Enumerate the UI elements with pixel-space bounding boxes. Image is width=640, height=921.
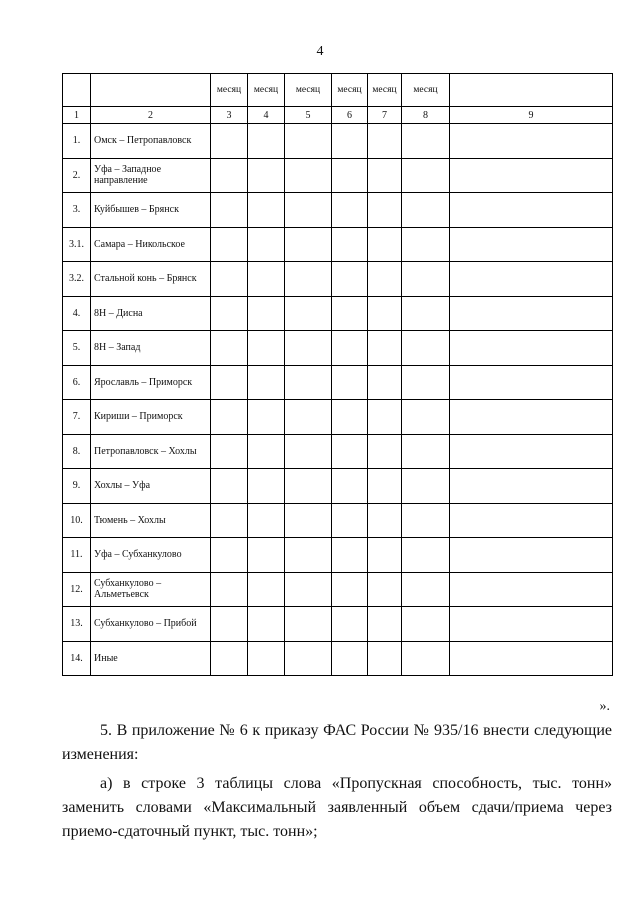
empty-cell (450, 641, 613, 676)
empty-cell (402, 434, 450, 469)
route-name: Ярославль – Приморск (91, 365, 211, 400)
empty-cell (285, 538, 332, 573)
empty-cell (248, 434, 285, 469)
empty-cell (211, 641, 248, 676)
empty-cell (402, 158, 450, 193)
empty-cell (211, 469, 248, 504)
empty-cell (402, 262, 450, 297)
route-rows (63, 124, 613, 676)
header-cell-empty (91, 74, 211, 107)
empty-cell (211, 227, 248, 262)
route-name: Субханкулово – Прибой (91, 607, 211, 642)
empty-cell (285, 296, 332, 331)
empty-cell (332, 607, 368, 642)
column-number: 8 (402, 107, 450, 124)
header-month-cell: месяц (285, 74, 332, 107)
table-row (63, 331, 613, 366)
empty-cell (402, 469, 450, 504)
empty-cell (450, 538, 613, 573)
empty-cell (368, 572, 402, 607)
empty-cell (285, 400, 332, 435)
empty-cell (211, 193, 248, 228)
empty-cell (368, 607, 402, 642)
route-name: Иные (91, 641, 211, 676)
empty-cell (402, 227, 450, 262)
empty-cell (368, 262, 402, 297)
empty-cell (248, 158, 285, 193)
empty-cell (402, 400, 450, 435)
empty-cell (332, 365, 368, 400)
empty-cell (332, 572, 368, 607)
routes-table (62, 73, 613, 676)
empty-cell (248, 469, 285, 504)
route-name: Тюмень – Хохлы (91, 503, 211, 538)
table-row (63, 572, 613, 607)
row-number: 9. (63, 469, 91, 504)
empty-cell (211, 331, 248, 366)
row-number: 11. (63, 538, 91, 573)
empty-cell (332, 641, 368, 676)
row-number: 3. (63, 193, 91, 228)
table-row (63, 538, 613, 573)
table-row (63, 262, 613, 297)
empty-cell (332, 193, 368, 228)
empty-cell (450, 124, 613, 159)
column-number: 7 (368, 107, 402, 124)
column-number: 5 (285, 107, 332, 124)
empty-cell (402, 503, 450, 538)
empty-cell (332, 400, 368, 435)
page-number: 4 (316, 44, 324, 59)
route-name: Кириши – Приморск (91, 400, 211, 435)
empty-cell (332, 227, 368, 262)
table-row (63, 607, 613, 642)
column-number: 4 (248, 107, 285, 124)
empty-cell (332, 469, 368, 504)
paragraph-5: 5. В приложение № 6 к приказу ФАС России № 935/16 внести следующие изменения: (62, 722, 612, 763)
empty-cell (285, 331, 332, 366)
empty-cell (211, 158, 248, 193)
route-name: 8Н – Запад (91, 331, 211, 366)
row-number: 1. (63, 124, 91, 159)
row-number: 3.2. (63, 262, 91, 297)
empty-cell (332, 434, 368, 469)
empty-cell (248, 538, 285, 573)
table-row (63, 158, 613, 193)
closing-quote: ». (599, 699, 610, 714)
header-row (63, 74, 613, 107)
empty-cell (450, 296, 613, 331)
empty-cell (285, 124, 332, 159)
empty-cell (332, 503, 368, 538)
route-name: Стальной конь – Брянск (91, 262, 211, 297)
route-name: Омск – Петропавловск (91, 124, 211, 159)
empty-cell (248, 607, 285, 642)
empty-cell (402, 193, 450, 228)
empty-cell (332, 331, 368, 366)
empty-cell (285, 227, 332, 262)
empty-cell (450, 331, 613, 366)
empty-cell (285, 193, 332, 228)
route-name: Уфа – Западное направление (91, 158, 211, 193)
row-number: 4. (63, 296, 91, 331)
empty-cell (285, 607, 332, 642)
empty-cell (211, 365, 248, 400)
empty-cell (248, 641, 285, 676)
row-number: 10. (63, 503, 91, 538)
row-number: 3.1. (63, 227, 91, 262)
column-number: 6 (332, 107, 368, 124)
empty-cell (248, 193, 285, 228)
empty-cell (368, 158, 402, 193)
empty-cell (211, 538, 248, 573)
row-number: 7. (63, 400, 91, 435)
empty-cell (332, 538, 368, 573)
table-row (63, 227, 613, 262)
empty-cell (368, 400, 402, 435)
row-number: 2. (63, 158, 91, 193)
empty-cell (285, 641, 332, 676)
empty-cell (211, 296, 248, 331)
empty-cell (211, 124, 248, 159)
empty-cell (402, 538, 450, 573)
empty-cell (450, 227, 613, 262)
table-row (63, 434, 613, 469)
empty-cell (368, 193, 402, 228)
empty-cell (332, 158, 368, 193)
empty-cell (368, 641, 402, 676)
table-row (63, 365, 613, 400)
header-cell-empty (63, 74, 91, 107)
empty-cell (450, 572, 613, 607)
empty-cell (211, 434, 248, 469)
empty-cell (285, 262, 332, 297)
route-name: Куйбышев – Брянск (91, 193, 211, 228)
column-number-row (63, 107, 613, 124)
empty-cell (285, 469, 332, 504)
header-month-cell: месяц (332, 74, 368, 107)
table-row (63, 296, 613, 331)
empty-cell (402, 331, 450, 366)
empty-cell (332, 124, 368, 159)
empty-cell (248, 331, 285, 366)
table-row (63, 469, 613, 504)
header-month-cell: месяц (248, 74, 285, 107)
empty-cell (368, 296, 402, 331)
empty-cell (332, 296, 368, 331)
empty-cell (211, 607, 248, 642)
empty-cell (332, 262, 368, 297)
row-number: 5. (63, 331, 91, 366)
header-month-cell: месяц (402, 74, 450, 107)
header-cell-empty (450, 74, 613, 107)
empty-cell (211, 572, 248, 607)
row-number: 12. (63, 572, 91, 607)
column-number: 1 (63, 107, 91, 124)
empty-cell (285, 158, 332, 193)
empty-cell (248, 124, 285, 159)
empty-cell (248, 227, 285, 262)
empty-cell (248, 262, 285, 297)
paragraph-a: а) в строке 3 таблицы слова «Пропускная способность, тыс. тонн» заменить словами «Максимальный заявленный объем сдачи/приема через приемо-сдаточный пункт, тыс. тонн»; (62, 775, 612, 840)
empty-cell (450, 158, 613, 193)
route-name: Самара – Никольское (91, 227, 211, 262)
table-row (63, 193, 613, 228)
empty-cell (368, 503, 402, 538)
row-number: 13. (63, 607, 91, 642)
empty-cell (248, 400, 285, 435)
empty-cell (450, 434, 613, 469)
empty-cell (368, 434, 402, 469)
row-number: 6. (63, 365, 91, 400)
empty-cell (285, 503, 332, 538)
table-row (63, 503, 613, 538)
empty-cell (402, 641, 450, 676)
route-name: 8Н – Дисна (91, 296, 211, 331)
empty-cell (450, 193, 613, 228)
empty-cell (368, 124, 402, 159)
column-number: 2 (91, 107, 211, 124)
empty-cell (450, 607, 613, 642)
empty-cell (368, 469, 402, 504)
empty-cell (248, 572, 285, 607)
empty-cell (450, 469, 613, 504)
empty-cell (402, 572, 450, 607)
empty-cell (402, 296, 450, 331)
empty-cell (285, 434, 332, 469)
empty-cell (450, 262, 613, 297)
empty-cell (402, 607, 450, 642)
table-row (63, 641, 613, 676)
row-number: 8. (63, 434, 91, 469)
empty-cell (450, 503, 613, 538)
route-name: Хохлы – Уфа (91, 469, 211, 504)
empty-cell (450, 400, 613, 435)
empty-cell (211, 503, 248, 538)
empty-cell (368, 538, 402, 573)
header-month-cell: месяц (211, 74, 248, 107)
column-number: 3 (211, 107, 248, 124)
header-month-cell: месяц (368, 74, 402, 107)
route-name: Субханкулово – Альметьевск (91, 572, 211, 607)
empty-cell (450, 365, 613, 400)
empty-cell (211, 400, 248, 435)
empty-cell (368, 365, 402, 400)
row-number: 14. (63, 641, 91, 676)
empty-cell (402, 365, 450, 400)
empty-cell (211, 262, 248, 297)
route-name: Уфа – Субханкулово (91, 538, 211, 573)
table-row (63, 124, 613, 159)
empty-cell (285, 572, 332, 607)
empty-cell (285, 365, 332, 400)
empty-cell (248, 365, 285, 400)
route-name: Петропавловск – Хохлы (91, 434, 211, 469)
empty-cell (368, 331, 402, 366)
empty-cell (248, 296, 285, 331)
column-number: 9 (450, 107, 613, 124)
empty-cell (248, 503, 285, 538)
empty-cell (368, 227, 402, 262)
table-row (63, 400, 613, 435)
empty-cell (402, 124, 450, 159)
